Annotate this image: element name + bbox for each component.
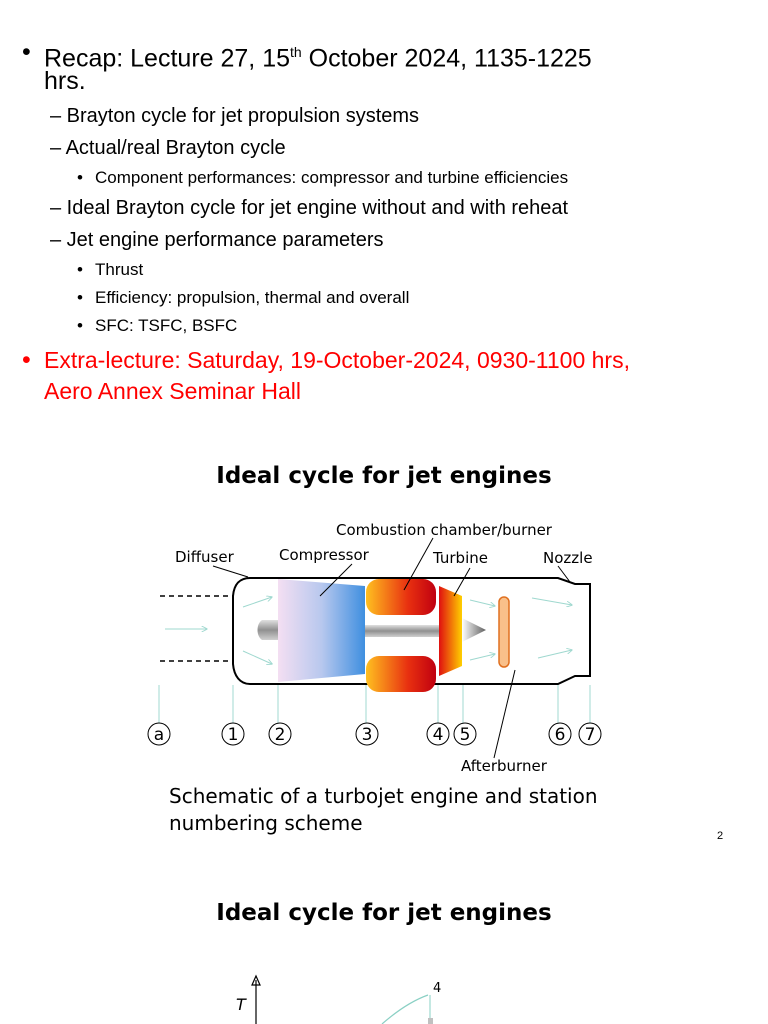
afterburner-ring (499, 597, 509, 667)
extra-lecture-venue: Aero Annex Seminar Hall (44, 378, 301, 404)
label-turbine: Turbine (433, 549, 488, 567)
bullet: • (77, 260, 83, 279)
station-label: 1 (227, 725, 239, 745)
station-markers (148, 723, 601, 745)
station-label: 3 (361, 725, 373, 745)
list-item: Efficiency: propulsion, thermal and overall (95, 288, 410, 307)
point-4-label: 4 (433, 981, 442, 996)
axis-t-label: T (236, 995, 246, 1014)
slide-title: Ideal cycle for jet engines (216, 900, 552, 926)
slide-title: Ideal cycle for jet engines (216, 463, 552, 489)
station-label: 5 (459, 725, 471, 745)
figure-caption: Schematic of a turbojet engine and station numbering scheme (169, 784, 598, 835)
shaft (365, 625, 439, 637)
bullet: • (22, 38, 31, 66)
label-compressor: Compressor (279, 546, 369, 564)
ts-diagram (236, 976, 441, 1024)
page-number: 2 (717, 830, 724, 842)
station-label: 4 (432, 725, 444, 745)
list-item: Component performances: compressor and turbine efficiencies (95, 168, 569, 187)
cycle-curve (382, 995, 428, 1024)
recap-suffix: October 2024, 1135-1225 (301, 44, 592, 73)
burner-top (366, 579, 436, 615)
label-afterburner: Afterburner (461, 757, 547, 775)
list-item: – Jet engine performance parameters (50, 229, 384, 251)
spinner (258, 620, 279, 640)
list-item: Thrust (95, 260, 144, 279)
station-label: 7 (584, 725, 596, 745)
list-item: SFC: TSFC, BSFC (95, 316, 238, 335)
bullet: • (77, 168, 83, 187)
station-label: a (153, 725, 165, 745)
label-combustion: Combustion chamber/burner (336, 521, 552, 539)
recap-prefix: Recap: Lecture 27, 15 (44, 44, 290, 73)
burner-bottom (366, 656, 436, 692)
turbine (439, 586, 462, 676)
bullet: • (77, 316, 83, 335)
point-marker (428, 1018, 433, 1024)
label-nozzle: Nozzle (543, 549, 593, 567)
list-item: – Brayton cycle for jet propulsion systems (50, 105, 420, 127)
label-diffuser: Diffuser (175, 548, 234, 566)
bullet: • (77, 288, 83, 307)
recap-line-2: hrs. (44, 67, 86, 95)
list-item: – Actual/real Brayton cycle (50, 137, 286, 159)
extra-lecture-line: Extra-lecture: Saturday, 19-October-2024, 0930-1100 hrs, (44, 347, 630, 373)
bullet: • (22, 346, 31, 374)
station-label: 6 (554, 725, 566, 745)
recap-sup: th (290, 44, 302, 60)
list-item: – Ideal Brayton cycle for jet engine without and with reheat (50, 197, 569, 219)
station-label: 2 (274, 725, 286, 745)
